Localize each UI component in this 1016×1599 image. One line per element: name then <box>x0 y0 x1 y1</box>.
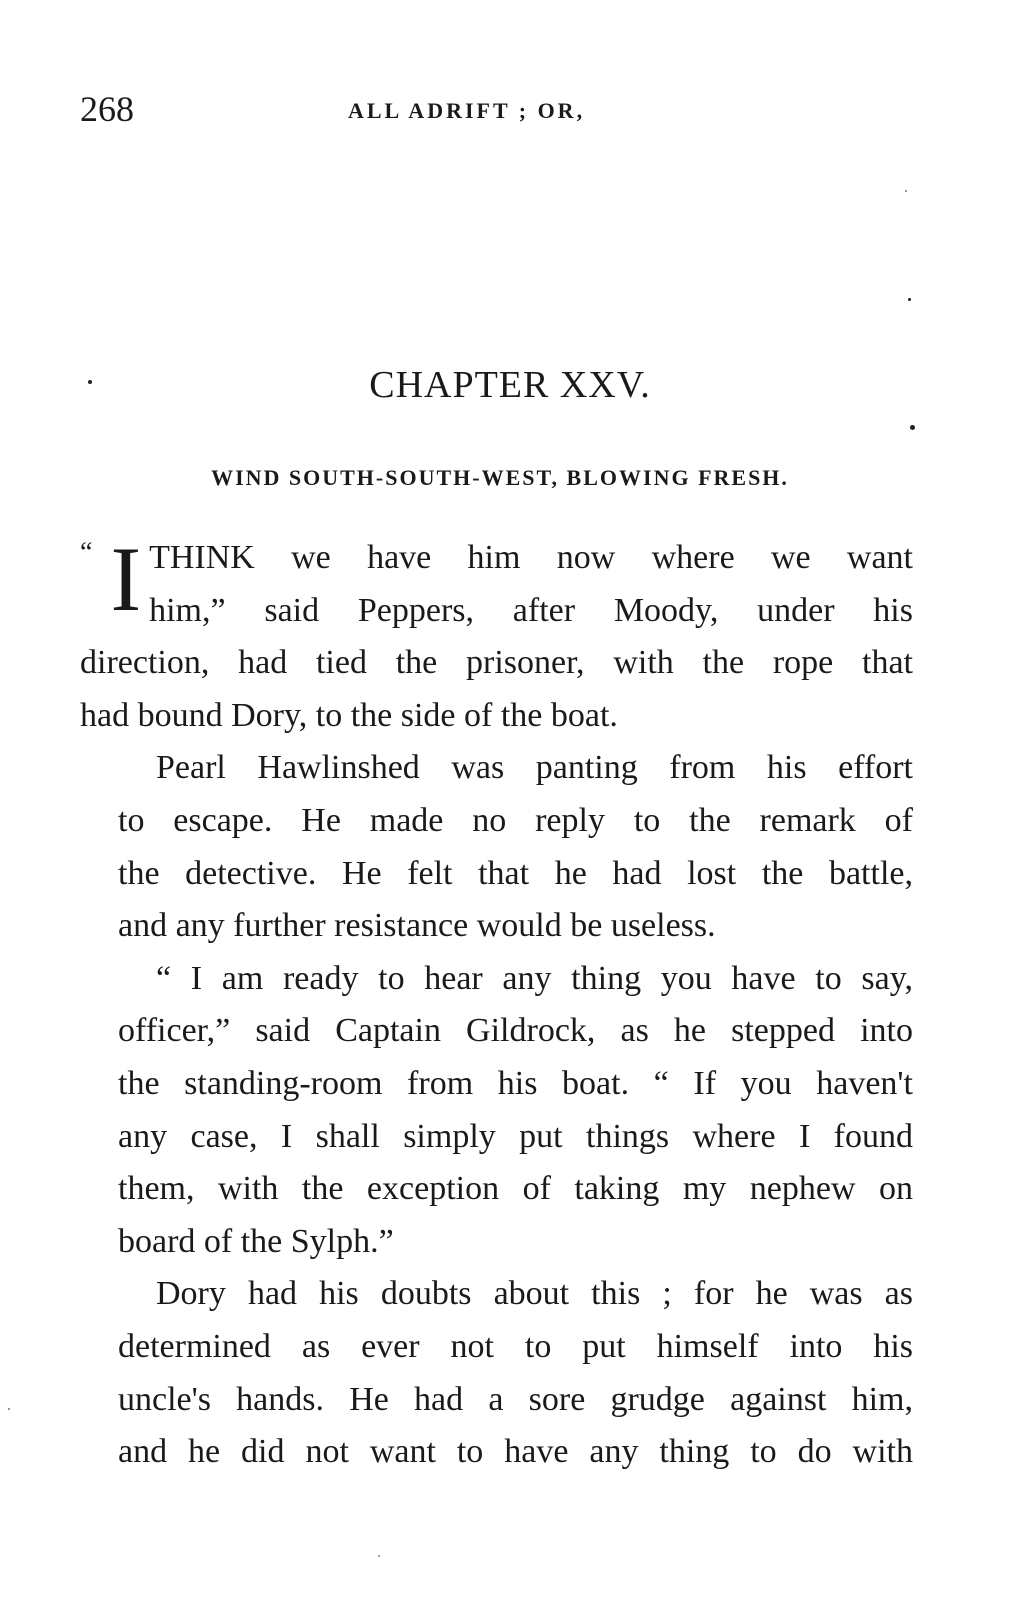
scan-speck <box>905 190 907 192</box>
paragraph-3 <box>80 953 913 1269</box>
page-number: 268 <box>80 89 134 129</box>
text-line: had bound Dory, to the side of the boat. <box>80 696 618 734</box>
scan-speck <box>88 380 92 384</box>
scan-speck <box>378 1555 380 1557</box>
chapter-subtitle: WIND SOUTH-SOUTH-WEST, BLOWING FRESH. <box>211 465 789 490</box>
running-head <box>80 88 920 128</box>
text-line: him,” said Peppers, after Moody, under his <box>149 591 913 629</box>
text-line: determined as ever not to put himself into his <box>118 1327 913 1365</box>
chapter-title: CHAPTER XXV. <box>369 364 651 406</box>
text-line: direction, had tied the prisoner, with the rope that <box>80 644 913 682</box>
paragraph-4 <box>80 1268 913 1478</box>
text-line: and he did not want to have any thing to do with <box>118 1433 913 1471</box>
text-line: uncle's hands. He had a sore grudge against him, <box>118 1380 913 1418</box>
drop-cap: I <box>110 528 142 630</box>
scan-speck <box>8 1408 10 1410</box>
running-title: ALL ADRIFT ; OR, <box>348 98 586 123</box>
text-line: them, with the exception of taking my nephew on <box>118 1170 913 1208</box>
text-line: Pearl Hawlinshed was panting from his effort <box>156 749 913 787</box>
text-line: any case, I shall simply put things where I found <box>118 1117 913 1155</box>
text-line: Dory had his doubts about this ; for he was as <box>156 1275 913 1313</box>
text-line: THINK we have him now where we want <box>149 539 913 576</box>
text-line: to escape. He made no reply to the remark of <box>118 801 913 839</box>
text-line: the standing-room from his boat. “ If you haven't <box>118 1064 913 1102</box>
body-text <box>80 528 913 1479</box>
text-line: the detective. He felt that he had lost the battle, <box>118 854 913 892</box>
scan-speck <box>910 425 915 430</box>
text-line: board of the Sylph.” <box>118 1222 394 1260</box>
text-line: “ I am ready to hear any thing you have to say, <box>156 959 913 997</box>
paragraph-2 <box>80 742 913 952</box>
text-line: and any further resistance would be useless. <box>118 907 716 945</box>
text-line: officer,” said Captain Gildrock, as he stepped into <box>118 1012 913 1050</box>
paragraph-1 <box>80 528 913 742</box>
scan-speck <box>908 298 911 301</box>
opening-quote-mark: “ <box>80 537 93 568</box>
